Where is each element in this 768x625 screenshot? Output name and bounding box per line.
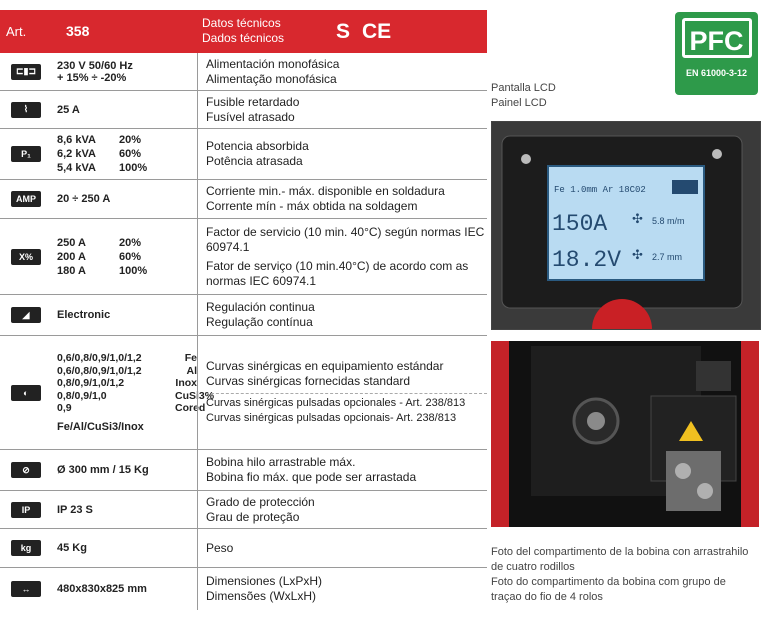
cert-marks (336, 10, 403, 53)
lcd-speed: 5.8 m/m (652, 216, 685, 226)
spec-table (0, 10, 487, 610)
lcd-thick: 2.7 mm (652, 252, 683, 262)
lcd-panel-drawing (492, 122, 760, 329)
spec-row-supply (0, 53, 487, 91)
wire-speed-icon: ✣ (632, 211, 643, 226)
dimensions-value: 480x830x825 mm (57, 583, 147, 595)
title-pt: Dados técnicos (202, 31, 285, 45)
desc-pt: Regulação contínua (206, 315, 313, 329)
desc-pt: Bobina fio máx. que pode ser arrastada (206, 470, 417, 484)
wire-line: 0,8/0,9/1,0 CuSi3% (57, 389, 215, 402)
desc-pt-pulsed: Curvas sinérgicas pulsadas opcionais- Art. 238/813 (206, 412, 457, 424)
pfc-standard: EN 61000-3-12 (685, 68, 748, 78)
power-absorbed-icon: P₁ (11, 146, 41, 162)
fuse-icon: ⌇ (11, 102, 41, 118)
spec-row-current (0, 180, 487, 219)
wire-line: 0,9 Cored (57, 402, 206, 415)
spool-compartment-drawing (491, 341, 759, 527)
spool-photo (491, 341, 759, 527)
spool-caption (491, 545, 759, 605)
desc-es: Potencia absorbida (206, 139, 309, 153)
desc-es: Grado de protección (206, 494, 315, 509)
desc-es: Corriente min.- máx. disponible en soldadura (206, 184, 445, 198)
dimensions-icon: ↔ (11, 581, 41, 597)
pfc-label: PFC (682, 18, 752, 58)
spec-row-spool (0, 450, 487, 491)
desc-pt: Curvas sinérgicas fornecidas standard (206, 374, 411, 388)
power-line: 6,2 kVA 60% (57, 148, 142, 160)
desc-es: Fusible retardado (206, 94, 300, 109)
supply-voltage: 230 V 50/60 Hz (57, 59, 133, 72)
current-range: 20 ÷ 250 A (57, 193, 111, 205)
regulation-value: Electronic (57, 309, 111, 321)
desc-es: Curvas sinérgicas en equipamiento estándar (206, 359, 444, 373)
duty-line: 200 A 60% (57, 250, 142, 263)
spool-icon: ⊘ (11, 462, 41, 478)
spec-row-weight (0, 529, 487, 568)
spec-row-protection (0, 491, 487, 529)
wire-line: 0,8/0,9/1,0/1,2 Inox (57, 377, 197, 390)
fuse-value: 25 A (57, 103, 80, 116)
duty-cycle-icon: X% (11, 249, 41, 265)
desc-pt: Potência atrasada (206, 154, 303, 168)
s-mark: S (336, 19, 351, 43)
power-line: 5,4 kVA 100% (57, 162, 148, 174)
desc-pt: Alimentação monofásica (206, 71, 337, 86)
lcd-amps: 150A (552, 211, 608, 237)
lcd-caption (491, 81, 556, 111)
spool-caption-pt: Foto do compartimento da bobina com grupo de traçao do fio de 4 rolos (491, 576, 726, 603)
duty-line: 180 A 100% (57, 264, 148, 277)
desc-pt: Dimensões (WxLxH) (206, 589, 317, 603)
spec-row-duty (0, 219, 487, 295)
duty-line: 250 A 20% (57, 236, 142, 249)
desc-es: Bobina hilo arrastrable máx. (206, 455, 356, 469)
pulsed-wires: Fe/Al/CuSi3/Inox (57, 420, 144, 433)
wire-feed-icon: ◐ (11, 385, 41, 401)
desc-es: Dimensiones (LxPxH) (206, 574, 323, 588)
lcd-caption-es: Pantalla LCD (491, 82, 556, 94)
lcd-photo (491, 121, 761, 330)
thickness-icon: ✣ (632, 247, 643, 262)
header-title (202, 10, 336, 53)
spec-header (0, 10, 487, 53)
desc-pt: Fator de serviço (10 min.40°C) de acordo com as normas IEC 60974.1 (206, 258, 469, 288)
spec-row-wires (0, 336, 487, 450)
lcd-volts: 18.2V (552, 247, 622, 273)
desc-pt: Grau de proteção (206, 509, 300, 524)
desc-es: Peso (206, 540, 234, 555)
art-number: 358 (66, 23, 90, 39)
protection-value: IP 23 S (57, 503, 93, 516)
desc-es: Regulación continua (206, 300, 315, 314)
power-line: 8,6 kVA 20% (57, 134, 142, 146)
weight-icon: kg (11, 540, 41, 556)
ce-mark: CE (362, 19, 392, 43)
pfc-badge (675, 12, 758, 95)
desc-es-pulsed: Curvas sinérgicas pulsadas opcionales - Art. 238/813 (206, 393, 487, 411)
title-es: Datos técnicos (202, 16, 281, 30)
lcd-caption-pt: Painel LCD (491, 97, 547, 109)
spec-row-power (0, 129, 487, 180)
spool-caption-es: Foto del compartimento de la bobina con arrastrahilo de cuatro rodillos (491, 546, 749, 573)
power-supply-icon: ⊏▮⊐ (11, 64, 41, 80)
desc-pt: Corrente mín - máx obtida na soldagem (206, 199, 418, 213)
desc-es: Factor de servicio (10 min. 40°C) según normas IEC 60974.1 (206, 224, 485, 254)
spec-row-regulation (0, 295, 487, 336)
wire-line: 0,6/0,8/0,9/1,0/1,2 Fe (57, 352, 197, 365)
desc-pt: Fusível atrasado (206, 109, 295, 124)
spool-value: Ø 300 mm / 15 Kg (57, 464, 149, 476)
amp-range-icon: AMP (11, 191, 41, 207)
regulation-icon: ◢ (11, 307, 41, 323)
protection-icon: IP (11, 502, 41, 518)
desc-es: Alimentación monofásica (206, 56, 340, 71)
art-label: Art. (6, 24, 27, 39)
supply-tolerance: + 15% ÷ -20% (57, 71, 127, 84)
weight-value: 45 Kg (57, 542, 87, 554)
lcd-line1: Fe 1.0mm Ar 18C02 (554, 185, 646, 195)
wire-line: 0,6/0,8/0,9/1,0/1,2 Al (57, 364, 197, 377)
spec-row-dimensions (0, 568, 487, 610)
spec-row-fuse (0, 91, 487, 129)
